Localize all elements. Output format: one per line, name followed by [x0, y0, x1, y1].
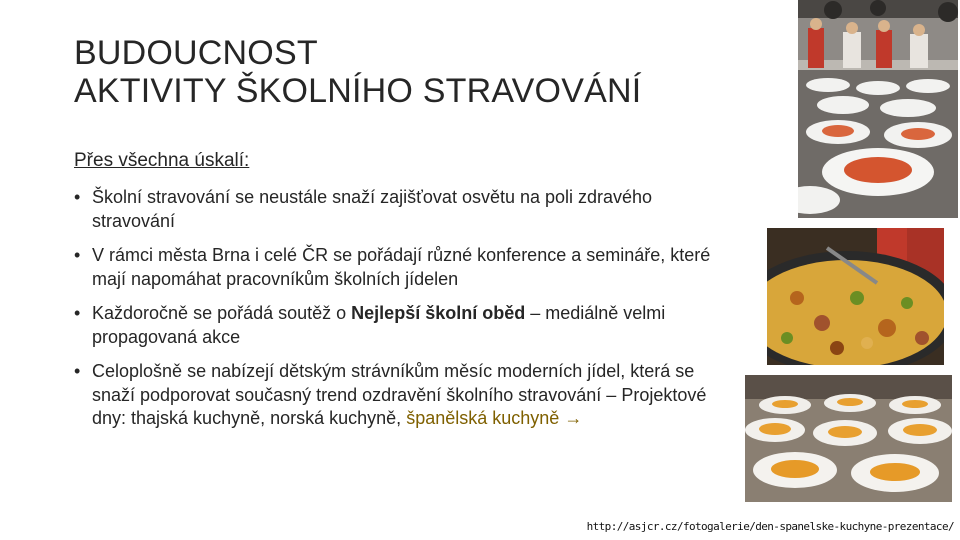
bullet-item [74, 186, 714, 233]
competition-name: Nejlepší školní oběd [351, 303, 526, 323]
source-url[interactable]: http://asjcr.cz/fotogalerie/den-spanelske-kuchyne-prezentace/ [586, 520, 954, 533]
served-plates-photo [745, 375, 952, 502]
subheading: Přes všechna úskalí: [74, 150, 250, 171]
bullet-text-pre: Celoplošně se nabízejí dětským strávníkům měsíc moderních jídel, která se snaží podporovat současný trend ozdravění školního stravování – Projektové dny: thajská kuchyně, norská kuchyně, [92, 361, 707, 428]
bullet-icon: • [74, 245, 81, 265]
right-arrow-icon: → [564, 408, 583, 428]
bullet-text-pre: Každoročně se pořádá soutěž o [92, 303, 352, 323]
spanish-cuisine-link[interactable]: španělská kuchyně [406, 408, 560, 428]
canteen-soup-photo [798, 0, 958, 218]
bullet-item [74, 302, 714, 349]
bullet-item [74, 244, 714, 291]
bullet-text: Školní stravování se neustále snaží zajišťovat osvětu na poli zdravého stravování [92, 187, 653, 231]
title-line-1: BUDOUCNOST [74, 34, 318, 72]
title-line-2: AKTIVITY ŠKOLNÍHO STRAVOVÁNÍ [74, 72, 642, 110]
bullet-text: V rámci města Brna i celé ČR se pořádají různé konference a semináře, které mají napomáhat pracovníkům školních jídelen [92, 245, 711, 289]
bullet-icon: • [74, 361, 81, 381]
paella-photo [767, 228, 944, 365]
bullet-text-post: – mediálně velmi propagovaná akce [92, 303, 666, 347]
bullet-list [74, 186, 714, 442]
slide-title [74, 34, 774, 110]
bullet-icon: • [74, 187, 81, 207]
bullet-item [74, 360, 714, 431]
bullet-icon: • [74, 303, 81, 323]
